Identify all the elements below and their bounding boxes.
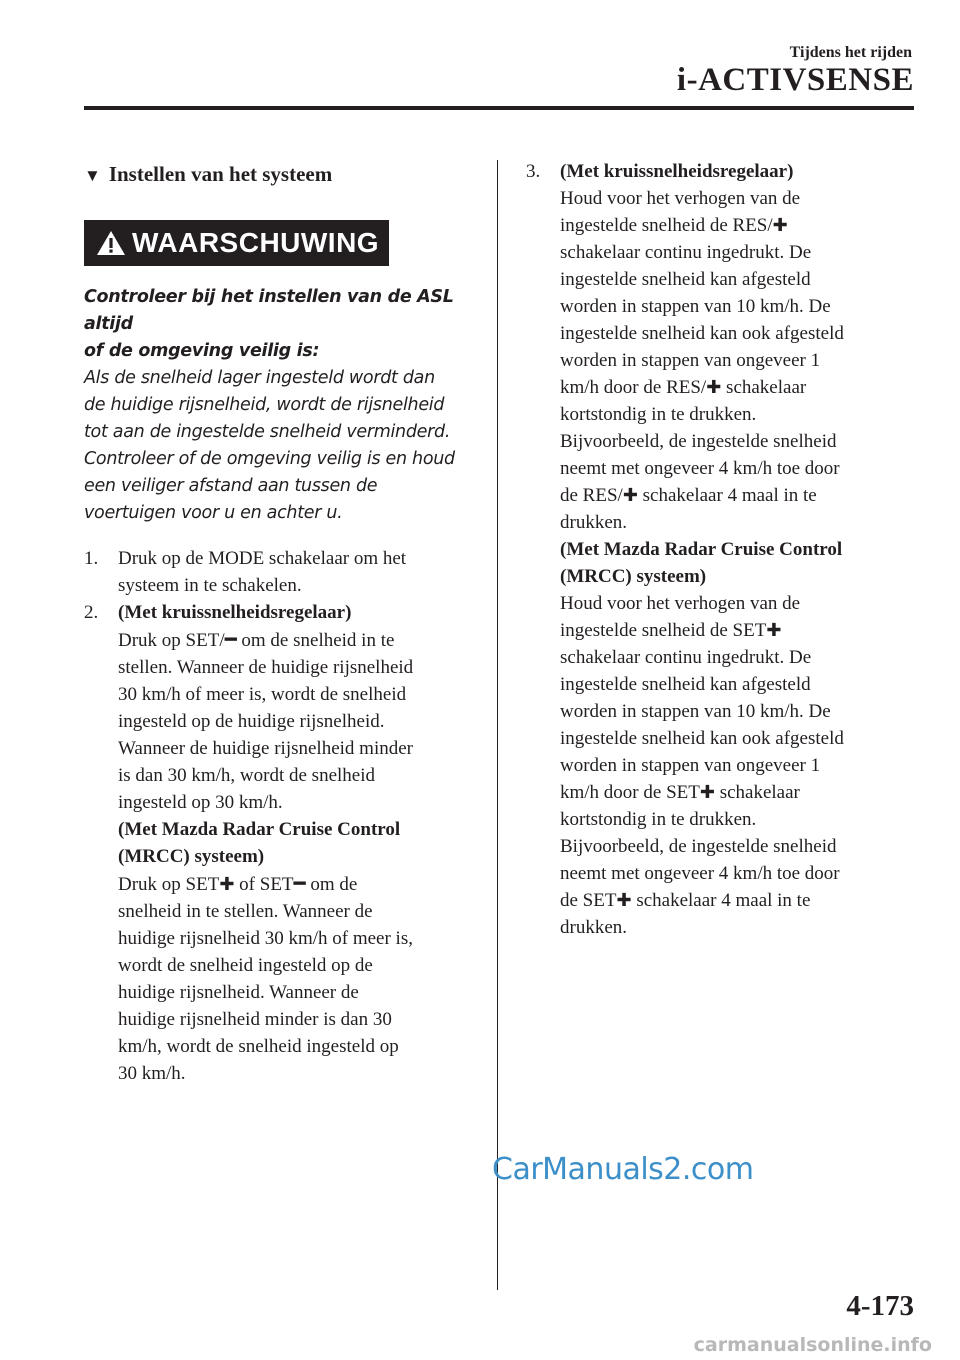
plus-icon: ✚ bbox=[219, 874, 235, 895]
warning-line: de huidige rijsnelheid, wordt de rijsnelheid bbox=[84, 395, 445, 415]
section-heading-text: Instellen van het systeem bbox=[108, 162, 333, 186]
step-line: ingesteld op de huidige rijsnelheid. bbox=[118, 711, 385, 732]
step-number: 2. bbox=[84, 602, 99, 623]
step-line: systeem in te schakelen. bbox=[118, 575, 302, 596]
step-number: 3. bbox=[526, 161, 541, 182]
plus-icon: ✚ bbox=[772, 215, 788, 236]
step-subheading: (Met kruissnelheidsregelaar) bbox=[118, 602, 352, 623]
minus-icon: ━ bbox=[224, 627, 237, 651]
triangle-down-icon: ▼ bbox=[84, 166, 101, 185]
step-line: ingestelde snelheid de RES/✚ bbox=[560, 215, 788, 236]
warning-line: tot aan de ingestelde snelheid verminderd. bbox=[84, 422, 451, 442]
warning-banner bbox=[84, 220, 389, 266]
step-line: snelheid in te stellen. Wanneer de bbox=[118, 901, 373, 922]
warning-line: voertuigen voor u en achter u. bbox=[84, 503, 343, 523]
step-subheading: (Met Mazda Radar Cruise Control bbox=[118, 819, 401, 840]
left-column bbox=[84, 158, 484, 1087]
warning-line: Als de snelheid lager ingesteld wordt dan bbox=[84, 368, 435, 388]
plus-icon: ✚ bbox=[699, 782, 715, 803]
step-line: schakelaar continu ingedrukt. De bbox=[560, 242, 812, 263]
step-line: km/h, wordt de snelheid ingesteld op bbox=[118, 1036, 399, 1057]
step-line: Houd voor het verhogen van de bbox=[560, 593, 801, 614]
step-2 bbox=[84, 599, 484, 1087]
step-line: km/h door de SET✚ schakelaar bbox=[560, 782, 800, 803]
step-line: Bijvoorbeeld, de ingestelde snelheid bbox=[560, 836, 837, 857]
step-line: de SET✚ schakelaar 4 maal in te bbox=[560, 890, 811, 911]
step-line: kortstondig in te drukken. bbox=[560, 809, 757, 830]
plus-icon: ✚ bbox=[706, 377, 722, 398]
step-line: ingesteld op 30 km/h. bbox=[118, 792, 283, 813]
step-line: 30 km/h of meer is, wordt de snelheid bbox=[118, 684, 407, 705]
step-line: huidige rijsnelheid minder is dan 30 bbox=[118, 1009, 392, 1030]
step-line: huidige rijsnelheid. Wanneer de bbox=[118, 982, 359, 1003]
step-line: ingestelde snelheid de SET✚ bbox=[560, 620, 782, 641]
step-line: Bijvoorbeeld, de ingestelde snelheid bbox=[560, 431, 837, 452]
step-line: ingestelde snelheid kan ook afgesteld bbox=[560, 728, 844, 749]
step-line: drukken. bbox=[560, 512, 628, 533]
step-line: huidige rijsnelheid 30 km/h of meer is, bbox=[118, 928, 413, 949]
step-line: stellen. Wanneer de huidige rijsnelheid bbox=[118, 657, 414, 678]
plus-icon: ✚ bbox=[766, 620, 782, 641]
step-line: schakelaar continu ingedrukt. De bbox=[560, 647, 812, 668]
header-title: i-ACTIVSENSE bbox=[676, 62, 914, 98]
warning-icon bbox=[96, 230, 126, 256]
step-3 bbox=[526, 158, 916, 941]
step-line: de RES/✚ schakelaar 4 maal in te bbox=[560, 485, 817, 506]
warning-line: Controleer of de omgeving veilig is en houd bbox=[84, 449, 455, 469]
warning-bold-line: of de omgeving veilig is: bbox=[84, 341, 320, 361]
plus-icon: ✚ bbox=[616, 890, 632, 911]
step-line: is dan 30 km/h, wordt de snelheid bbox=[118, 765, 375, 786]
warning-line: een veiliger afstand aan tussen de bbox=[84, 476, 378, 496]
step-line: Druk op SET✚ of SET━ om de bbox=[118, 871, 358, 895]
step-line: worden in stappen van 10 km/h. De bbox=[560, 296, 831, 317]
page-number: 4-173 bbox=[846, 1290, 914, 1322]
step-line: wordt de snelheid ingesteld op de bbox=[118, 955, 373, 976]
step-line: Houd voor het verhogen van de bbox=[560, 188, 801, 209]
step-line: neemt met ongeveer 4 km/h toe door bbox=[560, 458, 840, 479]
header-subtitle: Tijdens het rijden bbox=[789, 44, 912, 61]
step-line: ingestelde snelheid kan afgesteld bbox=[560, 269, 811, 290]
step-line: 30 km/h. bbox=[118, 1063, 186, 1084]
footer-site-link[interactable]: carmanualsonline.info bbox=[693, 1334, 932, 1356]
watermark-link[interactable]: CarManuals2.com bbox=[492, 1152, 754, 1187]
step-subheading: (MRCC) systeem) bbox=[118, 846, 265, 867]
column-divider bbox=[497, 160, 498, 1290]
step-line: worden in stappen van ongeveer 1 bbox=[560, 350, 821, 371]
step-1 bbox=[84, 545, 484, 599]
section-heading bbox=[84, 158, 484, 192]
plus-icon: ✚ bbox=[622, 485, 638, 506]
header-rule bbox=[84, 106, 914, 110]
step-line: Wanneer de huidige rijsnelheid minder bbox=[118, 738, 413, 759]
right-column bbox=[526, 158, 916, 941]
warning-label: WAARSCHUWING bbox=[132, 227, 380, 258]
step-line: ingestelde snelheid kan ook afgesteld bbox=[560, 323, 844, 344]
warning-text bbox=[84, 284, 484, 527]
step-line: km/h door de RES/✚ schakelaar bbox=[560, 377, 807, 398]
step-line: Druk op SET/━ om de snelheid in te bbox=[118, 627, 395, 651]
step-subheading: (Met kruissnelheidsregelaar) bbox=[560, 161, 794, 182]
step-subheading: (Met Mazda Radar Cruise Control bbox=[560, 539, 843, 560]
step-line: worden in stappen van ongeveer 1 bbox=[560, 755, 821, 776]
warning-bold-line: Controleer bij het instellen van de ASL altijd bbox=[84, 287, 454, 334]
step-line: ingestelde snelheid kan afgesteld bbox=[560, 674, 811, 695]
step-line: neemt met ongeveer 4 km/h toe door bbox=[560, 863, 840, 884]
step-line: worden in stappen van 10 km/h. De bbox=[560, 701, 831, 722]
step-line: Druk op de MODE schakelaar om het bbox=[118, 548, 407, 569]
step-line: kortstondig in te drukken. bbox=[560, 404, 757, 425]
step-subheading: (MRCC) systeem) bbox=[560, 566, 707, 587]
step-line: drukken. bbox=[560, 917, 628, 938]
step-number: 1. bbox=[84, 548, 99, 569]
minus-icon: ━ bbox=[293, 871, 306, 895]
